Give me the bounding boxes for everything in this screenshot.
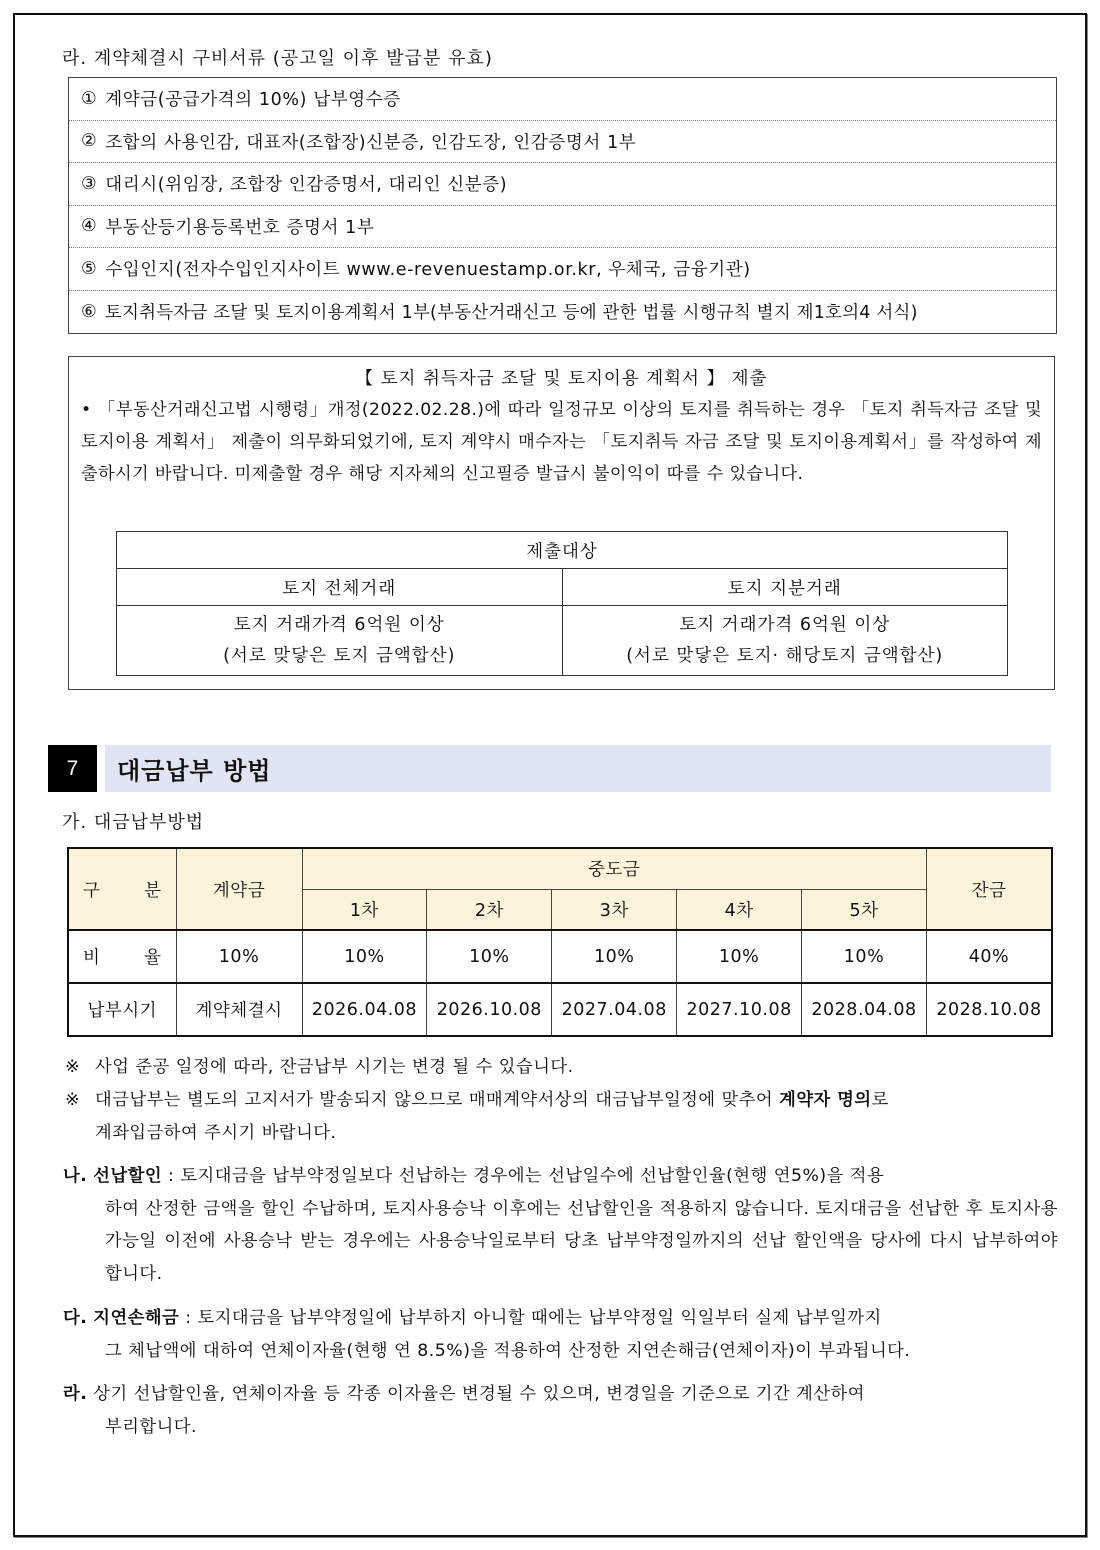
reference-mark-icon: ※ <box>65 1090 80 1110</box>
payment-method-heading: 가. 대금납부방법 <box>62 812 205 833</box>
label-header-part: 구 <box>83 880 101 901</box>
notice-title: 【 토지 취득자금 조달 및 토지이용 계획서 】 제출 <box>355 369 768 389</box>
item-number: ③ <box>81 173 98 194</box>
notice-body: • 「부동산거래신고법 시행령」개정(2022.02.28.)에 따라 일정규모 이상의 토지를 취득하는 경우 「토지 취득자금 조달 및 토지이용 계획서」 제출이 의무화되었기에, 토지 계약시 매수자는 「토지취득 자금 조달 및 토지이용계획서」를 작성하여 제출하시기 바랍니다. 미제출할 경우 해당 지자체의 신고필증 발급시 불이익이 따를 수 있습니다. <box>81 400 1042 484</box>
paragraph-marker: 나. <box>63 1166 88 1186</box>
installment-header: 1차 <box>302 889 427 930</box>
table-cell: 40% <box>926 930 1052 983</box>
payment-schedule-table <box>67 847 1053 1037</box>
table-cell: 2026.10.08 <box>427 983 552 1036</box>
item-number: ④ <box>81 216 98 237</box>
submission-target-table <box>116 531 1008 676</box>
table-cell: 10% <box>677 930 802 983</box>
target-cell-line1: 토지 거래가격 6억원 이상 <box>233 614 445 635</box>
list-item <box>69 78 1056 121</box>
item-text: 계약금(공급가격의 10%) 납부영수증 <box>105 90 401 111</box>
rate-change-paragraph <box>63 1378 1058 1443</box>
item-number: ⑤ <box>81 258 98 279</box>
item-text: 토지취득자금 조달 및 토지이용계획서 1부(부동산거래신고 등에 관한 법률 시행규칙 별지 제1호의4 서식) <box>104 303 918 324</box>
target-column-header: 토지 지분거래 <box>562 569 1008 606</box>
item-number: ⑥ <box>81 301 97 322</box>
table-cell: 2027.10.08 <box>677 983 802 1036</box>
paragraph-text: : 토지대금을 납부약정일보다 선납하는 경우에는 선납일수에 선납할인율(현행 연5%)을 적용 <box>162 1166 885 1186</box>
paragraph-continuation: 그 체납액에 대하여 연체이자율(현행 연 8.5%)을 적용하여 산정한 지연손해금(연체이자)이 부과됩니다. <box>105 1340 911 1361</box>
notice-box <box>68 356 1055 690</box>
paragraph-continuation: 하여 산정한 금액을 할인 수납하며, 토지사용승낙 이후에는 선납할인을 적용하지 않습니다. 토지대금을 선납한 후 토지사용가능일 이전에 사용승낙 받는 경우에는 사용승낙일로부터 당초 납부약정일까지의 선납 할인액을 당사에 다시 납부하여야 합니다. <box>105 1198 1058 1284</box>
middle-payment-header: 중도금 <box>302 848 926 889</box>
installment-header: 5차 <box>802 889 927 930</box>
item-text: 조합의 사용인감, 대표자(조합장)신분증, 인감도장, 인감증명서 1부 <box>105 132 637 153</box>
table-row <box>68 983 1052 1036</box>
row-label-part: 납부시기 <box>87 1001 158 1021</box>
target-column-header: 토지 전체거래 <box>117 569 563 606</box>
note-text: 대금납부는 별도의 고지서가 발송되지 않으므로 매매계약서상의 대금납부일정에 맞추어 <box>95 1090 780 1110</box>
label-header-part: 분 <box>144 880 162 901</box>
note-2 <box>65 1084 1060 1150</box>
table-cell: 10% <box>427 930 552 983</box>
prepay-discount-paragraph <box>63 1160 1058 1290</box>
reference-mark-icon: ※ <box>65 1057 80 1077</box>
paragraph-text: 상기 선납할인율, 연체이자율 등 각종 이자율은 변경될 수 있으며, 변경일을 기준으로 기간 계산하여 <box>87 1384 865 1404</box>
table-row <box>68 930 1052 983</box>
row-label <box>68 983 176 1036</box>
note-text: 사업 준공 일정에 따라, 잔금납부 시기는 변경 될 수 있습니다. <box>95 1057 574 1077</box>
deposit-header: 계약금 <box>176 848 302 930</box>
note-text: 로 <box>871 1090 889 1110</box>
table-cell: 2028.04.08 <box>802 983 927 1036</box>
installment-header: 3차 <box>552 889 677 930</box>
note-1 <box>65 1051 1060 1084</box>
paragraph-lead: 선납할인 <box>93 1166 163 1186</box>
installment-header: 4차 <box>677 889 802 930</box>
balance-header: 잔금 <box>926 848 1052 930</box>
list-item <box>69 206 1056 249</box>
table-cell: 2028.10.08 <box>926 983 1052 1036</box>
table-cell: 10% <box>802 930 927 983</box>
late-fee-paragraph <box>63 1302 1058 1367</box>
table-cell: 10% <box>552 930 677 983</box>
paragraph-marker: 라. <box>63 1384 88 1404</box>
required-docs-heading: 라. 계약체결시 구비서류 (공고일 이후 발급분 유효) <box>62 48 493 69</box>
required-docs-list <box>68 77 1057 334</box>
target-cell <box>562 606 1008 676</box>
target-cell-line1: 토지 거래가격 6억원 이상 <box>679 614 891 635</box>
item-text: 부동산등기용등록번호 증명서 1부 <box>105 217 375 238</box>
target-cell <box>117 606 563 676</box>
paragraph-continuation: 부리합니다. <box>105 1416 197 1437</box>
target-cell-line2: (서로 맞닿은 토지· 해당토지 금액합산) <box>626 645 944 666</box>
item-number: ① <box>81 88 98 109</box>
section-number: 7 <box>48 745 97 792</box>
paragraph-marker: 다. <box>63 1308 88 1328</box>
list-item <box>69 291 1056 334</box>
row-label <box>68 930 176 983</box>
label-header <box>68 848 176 930</box>
note-continuation: 계좌입금하여 주시기 바랍니다. <box>95 1123 337 1143</box>
target-table-header: 제출대상 <box>117 532 1008 569</box>
item-text: 수입인지(전자수입인지사이트 www.e-revenuestamp.or.kr, 우체국, 금융기관) <box>105 260 751 281</box>
row-label-part: 율 <box>144 948 162 968</box>
list-item <box>69 121 1056 164</box>
paragraph-lead: 지연손해금 <box>93 1308 180 1328</box>
section-title-bar <box>105 745 1051 792</box>
paragraph-text: : 토지대금을 납부약정일에 납부하지 아니할 때에는 납부약정일 익일부터 실제 납부일까지 <box>179 1308 882 1328</box>
note-emphasis: 계약자 명의 <box>779 1090 872 1110</box>
installment-header: 2차 <box>427 889 552 930</box>
table-cell: 2026.04.08 <box>302 983 427 1036</box>
target-cell-line2: (서로 맞닿은 토지 금액합산) <box>223 645 456 666</box>
list-item <box>69 163 1056 206</box>
item-text: 대리시(위임장, 조합장 인감증명서, 대리인 신분증) <box>105 175 508 196</box>
row-label-part: 비 <box>83 948 101 968</box>
table-cell: 2027.04.08 <box>552 983 677 1036</box>
item-number: ② <box>81 131 98 152</box>
section-title: 대금납부 방법 <box>117 757 272 785</box>
list-item <box>69 248 1056 291</box>
table-cell: 10% <box>302 930 427 983</box>
table-cell: 10% <box>176 930 302 983</box>
table-cell: 계약체결시 <box>176 983 302 1036</box>
